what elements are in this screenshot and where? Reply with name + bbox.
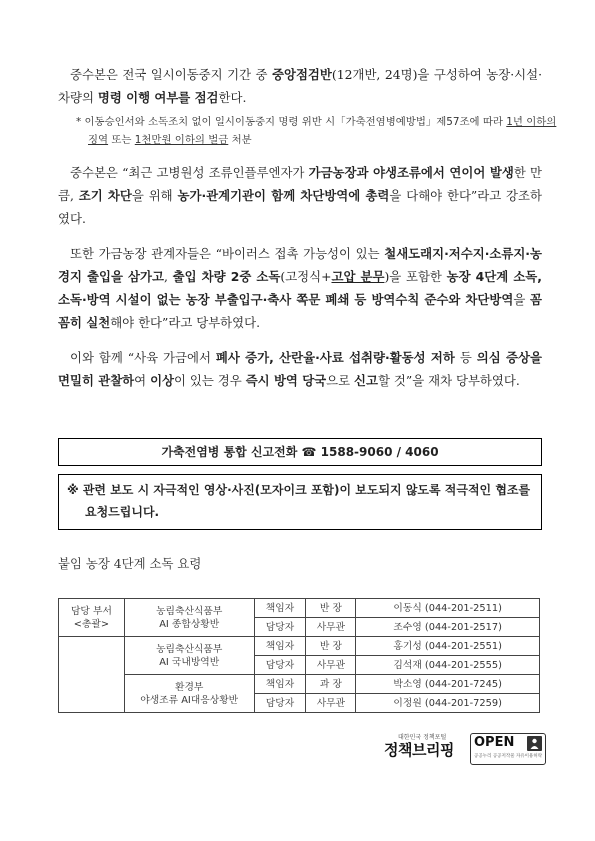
dept-cell	[124, 675, 254, 713]
table-row	[59, 599, 540, 618]
emphasis-text: 철새도래지·저수지·소류지·농경지 출입을 삼가고	[58, 246, 542, 284]
title-cell: 반 장	[306, 599, 356, 618]
dept-team: 야생조류 AI대응상황반	[140, 694, 239, 706]
text-segment: 중수본은 전국 일시이동중지 기간 중	[70, 67, 273, 82]
role-cell: 담당자	[254, 618, 306, 637]
press-notice-box	[58, 474, 542, 530]
contacts-table	[58, 598, 540, 713]
policy-portal-caption: 대한민국 정책포털	[398, 734, 447, 741]
person-cell: 김석재 (044-201-2555)	[356, 656, 540, 675]
text-segment: 한다.	[218, 90, 247, 105]
emphasis-text: 가금농장과 야생조류에서 연이어 발생	[308, 165, 514, 180]
press-notice-text: ※ 관련 보도 시 자극적인 영상·사진(모자이크 포함)이 보도되지 않도록 적극적인 협조를 요청드립니다.	[67, 483, 531, 519]
underlined-text: 1천만원 이하의 벌금	[134, 134, 229, 146]
paragraph-inspection-team	[58, 63, 542, 109]
lead-dept-sub: <총괄>	[73, 618, 110, 630]
role-cell: 책임자	[254, 675, 306, 694]
text-segment: 또는	[108, 134, 135, 146]
hotline-numbers: 1588-9060 / 4060	[320, 445, 439, 459]
policy-briefing-logo	[384, 732, 464, 764]
emphasis-text: 농장 4단계 소독, 소독·방역 시설이 없는 농장 부출입구·축사 쪽문 폐쇄 등 방역수칙 준수와 차단방역	[58, 269, 542, 307]
emphasis-text: 조기 차단	[78, 188, 132, 203]
text-segment: 해야 한다”라고 당부하였다.	[110, 315, 261, 330]
open-text: OPEN	[474, 735, 515, 750]
person-cell: 이정원 (044-201-7259)	[356, 694, 540, 713]
penalty-footnote	[76, 113, 558, 149]
text-segment: )을 포함한	[384, 269, 447, 284]
dept-cell	[124, 637, 254, 675]
person-cell: 이동식 (044-201-2511)	[356, 599, 540, 618]
dept-team: AI 종합상황반	[159, 618, 220, 630]
text-segment: 등	[454, 350, 477, 365]
text-segment: * 이동승인서와 소독조치 없이 일시이동중지 명령 위반 시「가축전염병예방법」제57조에 따라	[76, 116, 507, 128]
attachment-label: 붙임 농장 4단계 소독 요령	[58, 556, 202, 571]
text-segment: 이 있는 경우	[174, 373, 246, 388]
text-segment: 을 위해	[131, 188, 178, 203]
emphasis-text: 중앙점검반	[272, 67, 332, 82]
role-cell: 담당자	[254, 656, 306, 675]
emphasis-text: 의심 증상을 면밀히 관찰하	[58, 350, 542, 388]
hotline-label: 가축전염병 통합 신고전화	[161, 445, 298, 459]
emphasis-text: 신고	[354, 373, 378, 388]
emphasis-text: 이상	[150, 373, 175, 388]
open-caption: 공공누리 공공저작물 자유이용허락	[474, 754, 543, 759]
text-segment: 여	[134, 373, 151, 388]
emphasis-text: 출입 차량 2중 소독	[172, 269, 281, 284]
dept-team: AI 국내방역반	[159, 656, 220, 668]
text-segment: 중수본은 “최근 고병원성 조류인플루엔자가	[70, 165, 309, 180]
lead-dept-cell	[59, 599, 125, 637]
title-cell: 사무관	[306, 618, 356, 637]
text-segment: 을 다해야 한다”라고 강조하였다.	[58, 188, 542, 226]
emphasis-text: 폐사 증가, 산란율·사료 섭취량·활동성 저하	[215, 350, 455, 365]
title-cell: 사무관	[306, 656, 356, 675]
emphasis-text: 즉시 방역 당국	[245, 373, 327, 388]
text-segment: ,	[163, 269, 173, 284]
emphasis-text: 고압 분무	[331, 269, 385, 284]
person-cell: 조수영 (044-201-2517)	[356, 618, 540, 637]
dept-name: 농림축산식품부	[156, 643, 223, 655]
dept-cell	[124, 599, 254, 637]
role-cell: 책임자	[254, 637, 306, 656]
emphasis-text: 꼼꼼히 실천	[58, 292, 542, 330]
empty-cell	[59, 637, 125, 713]
text-segment: 이와 함께 “사육 가금에서	[70, 350, 216, 365]
text-segment: 또한 가금농장 관계자들은 “바이러스 접촉 가능성이 있는	[70, 246, 385, 261]
underlined-text: 1년 이하의 징역	[88, 116, 557, 146]
text-segment: (12개반, 24명)을 구성하여 농장·시설·차량의	[58, 67, 543, 105]
text-segment: 할 것”을 재차 당부하였다.	[377, 373, 520, 388]
role-cell: 책임자	[254, 599, 306, 618]
person-cell: 홍기성 (044-201-2551)	[356, 637, 540, 656]
dept-name: 환경부	[175, 681, 204, 693]
title-cell: 반 장	[306, 637, 356, 656]
role-cell: 담당자	[254, 694, 306, 713]
text-segment: 을	[513, 292, 530, 307]
text-segment: 한 만큼,	[58, 165, 542, 203]
table-row	[59, 637, 540, 656]
text-segment: 처분	[228, 134, 252, 146]
footer-logos	[384, 732, 544, 764]
report-hotline-box	[58, 438, 542, 466]
dept-name: 농림축산식품부	[156, 605, 223, 617]
lead-dept-label: 담당 부서	[70, 605, 112, 617]
text-segment: 으로	[326, 373, 355, 388]
person-cell: 박소영 (044-201-7245)	[356, 675, 540, 694]
attribution-icon	[527, 736, 542, 751]
telephone-icon: ☎	[301, 445, 317, 459]
paragraph-emphasis-quote	[58, 161, 542, 230]
title-cell: 사무관	[306, 694, 356, 713]
text-segment: (고정식+	[280, 269, 332, 284]
kogl-open-logo	[470, 733, 546, 765]
title-cell: 과 장	[306, 675, 356, 694]
policy-briefing-name: 정책브리핑	[384, 741, 454, 759]
emphasis-text: 농가·관계기관이 함께 차단방역에 총력	[177, 188, 390, 203]
paragraph-reporting-request	[58, 346, 542, 392]
paragraph-farm-guidance	[58, 242, 542, 334]
emphasis-text: 명령 이행 여부를 점검	[97, 90, 219, 105]
table-row	[59, 675, 540, 694]
